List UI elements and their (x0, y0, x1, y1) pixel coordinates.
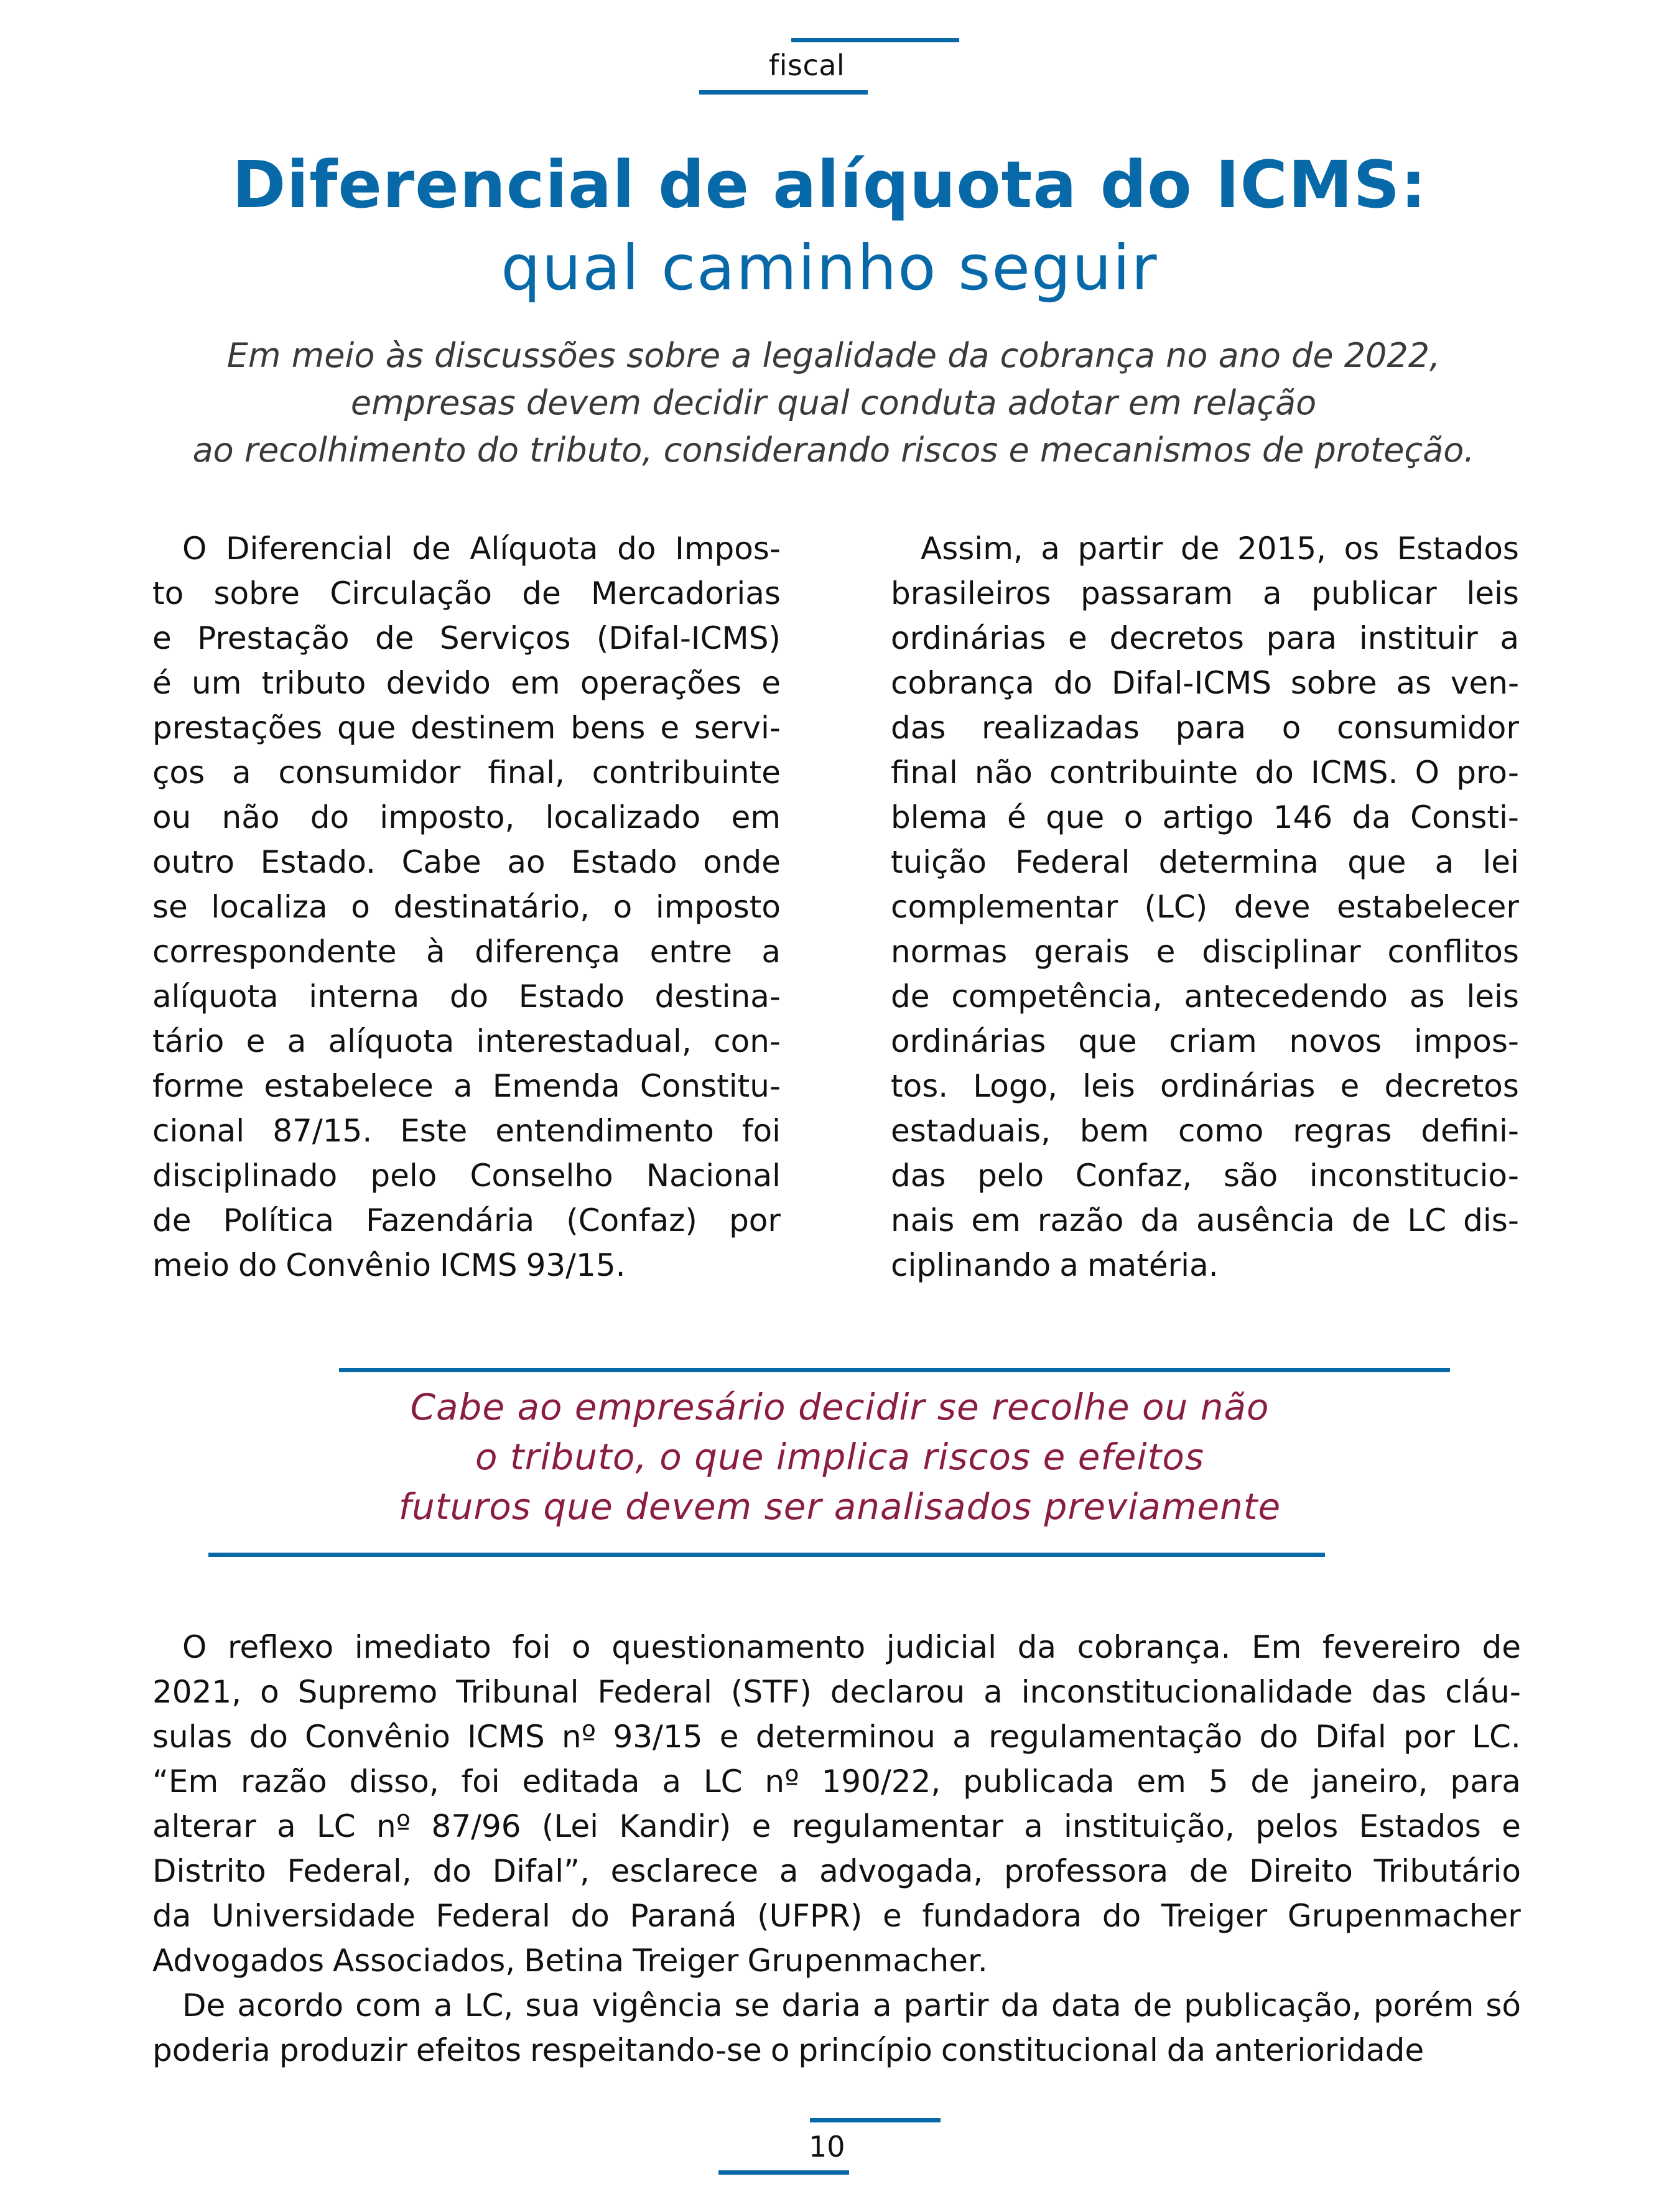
text-line: ou não do imposto, localizado em (152, 799, 781, 835)
right-column (891, 526, 1519, 1288)
pull-quote (187, 1382, 1493, 1531)
article-subtitle (149, 332, 1518, 474)
text-line: meio do Convênio ICMS 93/15. (152, 1247, 626, 1283)
page-number: 10 (809, 2130, 845, 2163)
text-line: final não contribuinte do ICMS. O pro- (891, 755, 1519, 791)
text-line: estaduais, bem como regras defini- (891, 1113, 1519, 1149)
text-line: de Política Fazendária (Confaz) por (152, 1202, 781, 1238)
text-line: de competência, antecedendo as leis (891, 978, 1519, 1015)
text-line: blema é que o artigo 146 da Consti- (891, 799, 1519, 835)
section-label: fiscal (769, 49, 845, 82)
text-line: Distrito Federal, do Difal”, esclarece a advogada, professora de Direito Tributário (152, 1853, 1521, 1889)
text-line: se localiza o destinatário, o imposto (152, 889, 781, 925)
text-line: tos. Logo, leis ordinárias e decretos (891, 1068, 1519, 1104)
subtitle-line: empresas devem decidir qual conduta adotar em relação (350, 383, 1317, 422)
text-line: ordinárias que criam novos impos- (891, 1023, 1519, 1059)
header-rule-bottom (699, 90, 868, 95)
text-line: “Em razão disso, foi editada a LC nº 190/22, publicada em 5 de janeiro, para (152, 1764, 1521, 1800)
text-line: da Universidade Federal do Paraná (UFPR) e fundadora do Treiger Grupenmacher (152, 1898, 1521, 1934)
article-title: Diferencial de alíquota do ICMS: (232, 147, 1427, 223)
left-column (152, 526, 781, 1288)
text-line: Assim, a partir de 2015, os Estados (921, 531, 1519, 567)
text-line: sulas do Convênio ICMS nº 93/15 e determinou a regulamentação do Difal por LC. (152, 1719, 1521, 1755)
text-line: tário e a alíquota interestadual, con- (152, 1023, 781, 1059)
text-line: e Prestação de Serviços (Difal-ICMS) (152, 620, 781, 656)
text-line: prestações que destinem bens e servi- (152, 710, 781, 746)
text-line: ordinárias e decretos para instituir a (891, 620, 1519, 656)
subtitle-line: ao recolhimento do tributo, considerando riscos e mecanismos de proteção. (192, 430, 1475, 470)
footer-rule-top (810, 2118, 941, 2122)
pull-quote-rule-bottom (208, 1553, 1325, 1557)
text-line: De acordo com a LC, sua vigência se daria a partir da data de publicação, porém só (182, 1987, 1521, 2024)
pull-quote-line: futuros que devem ser analisados previamente (398, 1485, 1281, 1528)
text-line: poderia produzir efeitos respeitando-se o princípio constitucional da anterioridade (152, 2032, 1424, 2068)
text-line: O Diferencial de Alíquota do Impos- (182, 531, 781, 567)
footer-rule-bottom (718, 2170, 849, 2175)
text-line: disciplinado pelo Conselho Nacional (152, 1158, 781, 1194)
text-line: cional 87/15. Este entendimento foi (152, 1113, 781, 1149)
text-line: correspondente à diferença entre a (152, 934, 781, 970)
text-line: das pelo Confaz, são inconstitucio- (891, 1158, 1519, 1194)
text-line: alterar a LC nº 87/96 (Lei Kandir) e regulamentar a instituição, pelos Estados e (152, 1808, 1521, 1844)
header-rule-top (791, 38, 959, 42)
pull-quote-line: o tributo, o que implica riscos e efeitos (475, 1436, 1205, 1478)
article-title-secondary: qual caminho seguir (501, 231, 1158, 304)
text-line: complementar (LC) deve estabelecer (891, 889, 1519, 925)
text-line: forme estabelece a Emenda Constitu- (152, 1068, 781, 1104)
text-line: to sobre Circulação de Mercadorias (152, 575, 781, 611)
text-line: O reflexo imediato foi o questionamento judicial da cobrança. Em fevereiro de (182, 1629, 1521, 1665)
text-line: das realizadas para o consumidor (891, 710, 1519, 746)
text-line: ciplinando a matéria. (891, 1247, 1219, 1283)
subtitle-line: Em meio às discussões sobre a legalidade da cobrança no ano de 2022, (226, 336, 1441, 375)
text-line: alíquota interna do Estado destina- (152, 978, 781, 1015)
body-text (152, 1625, 1521, 2073)
text-line: tuição Federal determina que a lei (891, 844, 1519, 880)
text-line: cobrança do Difal-ICMS sobre as ven- (891, 665, 1519, 701)
pull-quote-rule-top (339, 1368, 1450, 1372)
text-line: nais em razão da ausência de LC dis- (891, 1202, 1519, 1238)
text-line: outro Estado. Cabe ao Estado onde (152, 844, 781, 880)
text-line: Advogados Associados, Betina Treiger Grupenmacher. (152, 1943, 988, 1979)
text-line: normas gerais e disciplinar conflitos (891, 934, 1519, 970)
pull-quote-line: Cabe ao empresário decidir se recolhe ou não (410, 1386, 1270, 1428)
text-line: brasileiros passaram a publicar leis (891, 575, 1519, 611)
text-line: 2021, o Supremo Tribunal Federal (STF) declarou a inconstitucionalidade das cláu- (152, 1674, 1521, 1710)
text-line: ços a consumidor final, contribuinte (152, 755, 781, 791)
text-line: é um tributo devido em operações e (152, 665, 781, 701)
